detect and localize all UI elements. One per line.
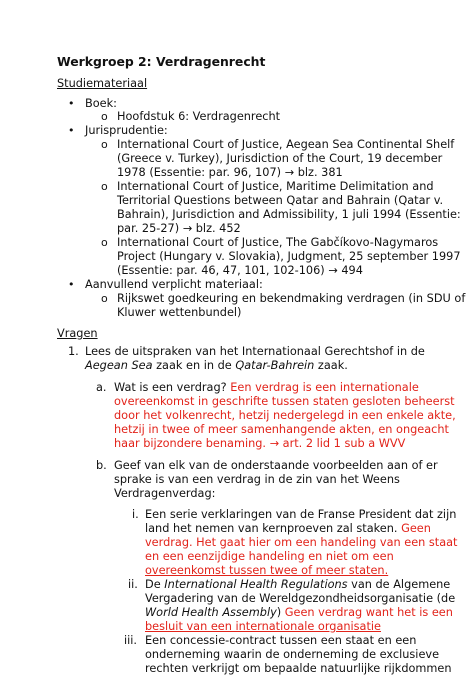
circle-bullet-icon: o: [101, 138, 108, 151]
case2-line: Territorial Questions between Qatar and Bahrain (Qatar v.: [117, 194, 444, 207]
question1-line: Aegean Sea zaak en in de Qatar-Bahrein zaak.: [85, 359, 348, 372]
case-name: Qatar-Bahrein: [235, 359, 315, 372]
circle-bullet-icon: o: [101, 180, 108, 193]
circle-bullet-icon: o: [101, 236, 108, 249]
question-number: 1.: [68, 345, 79, 358]
bullet-icon: •: [68, 124, 75, 137]
example-iii: Een concessie-contract tussen een staat en een: [145, 634, 417, 647]
answer-text: en een eenzijdige handeling en niet om een: [145, 550, 394, 563]
answer-text: Geen verdrag want het is een: [284, 606, 453, 619]
sub-question-label: a.: [96, 381, 107, 394]
answer-text: Een verdrag is een internationale: [230, 381, 419, 394]
case2-line: Bahrain), Jurisdiction and Admissibility, 1 juli 1994 (Essentie:: [117, 208, 461, 221]
circle-bullet-icon: o: [101, 110, 108, 123]
aanvullend-label: Aanvullend verplicht materiaal:: [85, 278, 263, 291]
case3-line: International Court of Justice, The Gabčíkovo-Nagymaros: [117, 236, 439, 249]
case3-line: Project (Hungary v. Slovakia), Judgment, 25 september 1997: [117, 250, 461, 263]
case-name: Aegean Sea: [85, 359, 153, 372]
sub-question-label: b.: [96, 459, 107, 472]
document-title: Werkgroep 2: Verdragenrecht: [57, 54, 266, 69]
example-ii: World Health Assembly) Geen verdrag want het is een: [145, 606, 453, 619]
jurisprudentie-label: Jurisprudentie:: [85, 124, 168, 137]
question-b: sprake is van een verdrag in de zin van het Weens: [114, 473, 400, 486]
example-ii: Vergadering van de Wereldgezondheidsorganisatie (de: [145, 592, 456, 605]
example-i: land het nemen van kernproeven zal staken. Geen: [145, 522, 431, 535]
question-b: Geef van elk van de onderstaande voorbeelden aan of er: [114, 459, 438, 472]
case2-line: par. 25-27) → blz. 452: [117, 222, 241, 235]
example-iii: rechten verkrijgt om bepaalde natuurlijke rijkdommen: [145, 662, 452, 675]
aanvullend-item: Rijkswet goedkeuring en bekendmaking verdragen (in SDU of: [117, 292, 466, 305]
answer-text: besluit van een internationale organisatie: [145, 620, 381, 633]
case3-line: (Essentie: par. 46, 47, 101, 102-106) → 494: [117, 264, 363, 277]
case2-line: International Court of Justice, Maritime Delimitation and: [117, 180, 434, 193]
bullet-icon: •: [68, 278, 75, 291]
example-ii: De International Health Regulations van de Algemene: [145, 578, 451, 591]
answer-text: door het volkenrecht, hetzij nedergelegd in een enkele akte,: [114, 409, 456, 422]
answer-text: overeenkomst in geschrifte tussen staten gesloten beheerst: [114, 395, 455, 408]
roman-label: i.: [132, 508, 139, 521]
studiemateriaal-heading: Studiemateriaal: [57, 77, 148, 90]
answer-text: hetzij in twee of meer samenhangende akten, en ongeacht: [114, 423, 449, 436]
answer-text: haar bijzondere benaming. → art. 2 lid 1 sub a WVV: [114, 437, 406, 450]
circle-bullet-icon: o: [101, 292, 108, 305]
question-a: Wat is een verdrag? Een verdrag is een internationale: [114, 381, 419, 394]
boek-label: Boek:: [85, 97, 117, 110]
question-b: Verdragenverdag:: [114, 487, 216, 500]
case1-line: 1978 (Essentie: par. 96, 107) → blz. 381: [117, 166, 343, 179]
roman-label: iii.: [124, 634, 138, 647]
question1-line: Lees de uitspraken van het Internationaal Gerechtshof in de: [85, 345, 425, 358]
roman-label: ii.: [128, 578, 138, 591]
vragen-heading: Vragen: [57, 327, 98, 340]
answer-text: overeenkomst tussen twee of meer staten.: [145, 564, 389, 577]
aanvullend-item: Kluwer wettenbundel): [117, 306, 242, 319]
answer-text: Geen: [401, 522, 431, 535]
example-iii: onderneming waarin de onderneming de exclusieve: [145, 648, 440, 661]
bullet-icon: •: [68, 97, 75, 110]
case1-line: International Court of Justice, Aegean Sea Continental Shelf: [117, 138, 455, 151]
case1-line: (Greece v. Turkey), Jurisdiction of the Court, 19 december: [117, 152, 443, 165]
example-i: Een serie verklaringen van de Franse President dat zijn: [145, 508, 457, 521]
answer-text: verdrag. Het gaat hier om een handeling van een staat: [145, 536, 458, 549]
boek-item: Hoofdstuk 6: Verdragenrecht: [117, 110, 281, 123]
